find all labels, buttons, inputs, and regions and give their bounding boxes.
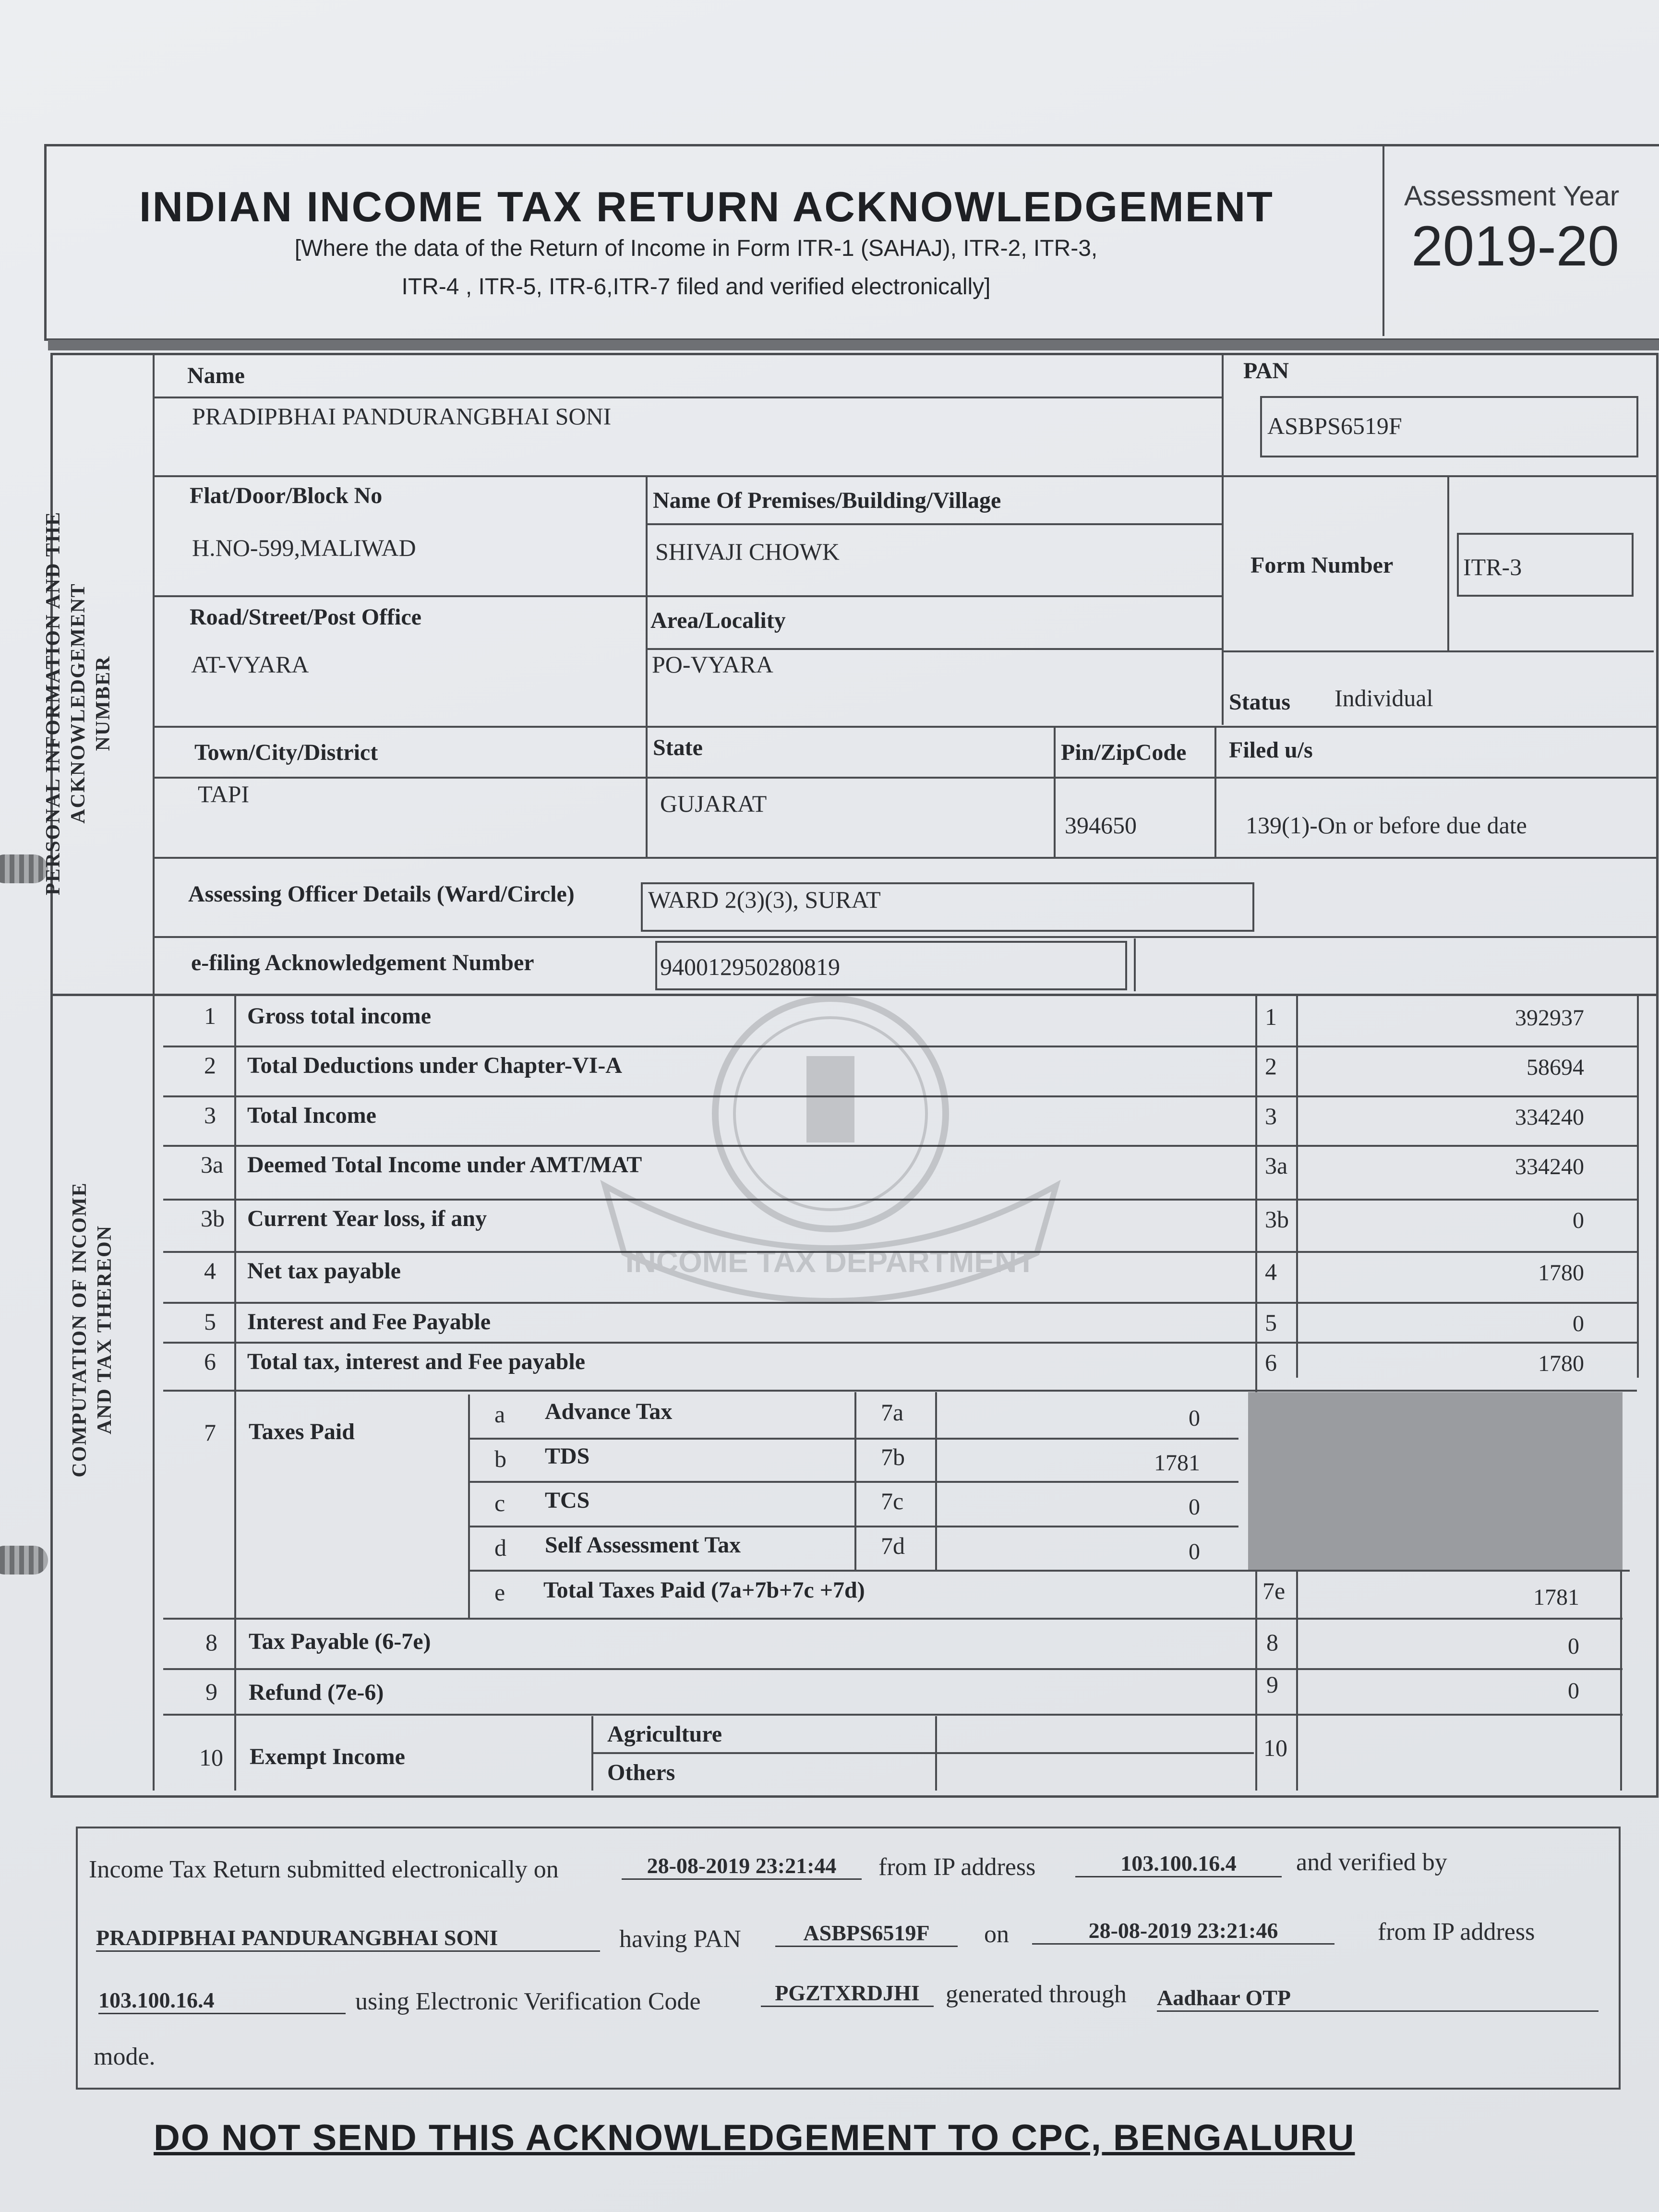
footer-text: mode.: [94, 2043, 156, 2070]
row-no: 9: [205, 1678, 217, 1705]
submit-ip: 103.100.16.4: [1075, 1851, 1282, 1877]
row-value: 392937: [1515, 1005, 1584, 1031]
flat-label: Flat/Door/Block No: [190, 483, 383, 508]
row-code: 4: [1265, 1258, 1277, 1285]
tax-item-label: TDS: [545, 1443, 590, 1469]
row-code: 5: [1265, 1309, 1277, 1336]
row10-agriculture: Agriculture: [607, 1721, 722, 1747]
filed-label: Filed u/s: [1229, 737, 1313, 763]
footer-text: from IP address: [1378, 1918, 1535, 1946]
area-label: Area/Locality: [650, 608, 786, 633]
verified-datetime: 28-08-2019 23:21:46: [1032, 1918, 1334, 1945]
pin-value: 394650: [1065, 812, 1137, 839]
row-value: 1780: [1538, 1351, 1584, 1376]
tax-item-letter: b: [494, 1445, 506, 1472]
row-no: 10: [199, 1744, 223, 1771]
tax-item-code: 7c: [881, 1488, 904, 1515]
row8-code: 8: [1266, 1629, 1278, 1656]
tax-item-value: 0: [1189, 1494, 1200, 1520]
ack-number: 940012950280819: [660, 953, 840, 980]
row9-value: 0: [1568, 1678, 1579, 1704]
footer-text: from IP address: [878, 1853, 1036, 1881]
pan-value: ASBPS6519F: [1267, 412, 1402, 439]
town-label: Town/City/District: [194, 740, 378, 765]
total-taxes-label: Total Taxes Paid (7a+7b+7c +7d): [543, 1577, 865, 1603]
tax-item-value: 1781: [1154, 1450, 1200, 1476]
town-value: TAPI: [198, 781, 250, 807]
taxes-paid-label: Taxes Paid: [249, 1419, 355, 1444]
taxpayer-name: PRADIPBHAI PANDURANGBHAI SONI: [192, 403, 612, 430]
total-taxes-value: 1781: [1533, 1585, 1579, 1610]
form-number-label: Form Number: [1250, 553, 1394, 578]
row-no: 3b: [201, 1205, 225, 1232]
row-no: 8: [205, 1629, 217, 1656]
row-no: 1: [204, 1002, 216, 1029]
ao-value: WARD 2(3)(3), SURAT: [648, 886, 881, 913]
row-value: 58694: [1527, 1055, 1584, 1080]
row-value: 334240: [1515, 1105, 1584, 1130]
redacted-area: [1248, 1392, 1623, 1570]
tax-item-code: 7a: [881, 1399, 904, 1426]
row-no: 5: [204, 1308, 216, 1335]
row-value: 0: [1573, 1311, 1584, 1336]
row-no: 3a: [201, 1151, 224, 1178]
tax-item-letter: a: [494, 1401, 505, 1428]
road-value: AT-VYARA: [191, 651, 309, 678]
tax-item-value: 0: [1189, 1406, 1200, 1431]
footer-text: generated through: [946, 1981, 1127, 2008]
row10-code: 10: [1263, 1734, 1287, 1761]
row9-code: 9: [1266, 1671, 1278, 1698]
pan-label: PAN: [1243, 358, 1289, 384]
tax-item-value: 0: [1189, 1539, 1200, 1564]
footer-text: having PAN: [619, 1925, 741, 1953]
tax-item-letter: c: [494, 1490, 505, 1516]
row-code: 6: [1265, 1349, 1277, 1376]
pin-label: Pin/ZipCode: [1061, 740, 1187, 765]
row-label: Total Income: [247, 1103, 376, 1128]
footer-text: Income Tax Return submitted electronically on: [89, 1856, 559, 1883]
tax-item-label: Advance Tax: [545, 1399, 673, 1424]
row-label: Net tax payable: [247, 1258, 401, 1284]
row-code: 3b: [1265, 1206, 1289, 1233]
row8-label: Tax Payable (6-7e): [249, 1629, 431, 1654]
row-label: Deemed Total Income under AMT/MAT: [247, 1152, 642, 1178]
assessment-year: 2019-20: [1411, 215, 1620, 278]
verify-ip: 103.100.16.4: [98, 1987, 346, 2014]
total-code: 7e: [1262, 1577, 1286, 1604]
seal-text: INCOME TAX DEPARTMENT: [625, 1244, 1036, 1279]
row-code: 2: [1265, 1053, 1277, 1080]
row-label: Total tax, interest and Fee payable: [247, 1349, 585, 1374]
row-code: 3a: [1265, 1152, 1288, 1179]
assessment-year-label: Assessment Year: [1404, 180, 1620, 212]
binder-ring: [0, 1546, 48, 1575]
row-no: 6: [204, 1348, 216, 1375]
subtitle-line-2: ITR-4 , ITR-5, ITR-6,ITR-7 filed and verified electronically]: [401, 274, 991, 300]
premises-label: Name Of Premises/Building/Village: [653, 488, 1001, 513]
status-value: Individual: [1334, 685, 1433, 711]
row10-label: Exempt Income: [250, 1744, 405, 1769]
side-label-personal: PERSONAL INFORMATION AND THE ACKNOWLEDGEMENT NUMBER: [42, 511, 114, 896]
row-no: 7: [204, 1419, 216, 1446]
row10-others: Others: [607, 1760, 675, 1785]
tax-item-letter: d: [494, 1534, 506, 1561]
footer-text: on: [984, 1921, 1009, 1948]
name-label: Name: [187, 363, 245, 388]
ao-label: Assessing Officer Details (Ward/Circle): [188, 881, 575, 907]
verification-method: Aadhaar OTP: [1157, 1985, 1599, 2012]
side-label-computation: COMPUTATION OF INCOME AND TAX THEREON: [69, 1182, 116, 1478]
row-label: Interest and Fee Payable: [247, 1309, 491, 1334]
flat-value: H.NO-599,MALIWAD: [192, 534, 416, 561]
row-no: 4: [204, 1257, 216, 1284]
verifier-pan: ASBPS6519F: [775, 1920, 958, 1947]
ack-label: e-filing Acknowledgement Number: [191, 950, 534, 975]
row-no: 2: [204, 1052, 216, 1079]
tax-item-code: 7d: [881, 1532, 905, 1559]
status-label: Status: [1229, 689, 1291, 715]
tax-item-code: 7b: [881, 1443, 905, 1470]
page-title: INDIAN INCOME TAX RETURN ACKNOWLEDGEMENT: [139, 183, 1274, 230]
row-code: 1: [1265, 1003, 1277, 1030]
row9-label: Refund (7e-6): [249, 1680, 384, 1705]
evc-code: PGZTXRDJHI: [761, 1980, 934, 2007]
subtitle-line-1: [Where the data of the Return of Income in Form ITR-1 (SAHAJ), ITR-2, ITR-3,: [294, 236, 1098, 261]
total-letter: e: [494, 1579, 505, 1606]
row-label: Total Deductions under Chapter-VI-A: [247, 1053, 622, 1078]
row-value: 0: [1573, 1208, 1584, 1233]
tax-item-label: TCS: [545, 1488, 590, 1513]
row-no: 3: [204, 1102, 216, 1129]
form-number: ITR-3: [1463, 553, 1522, 580]
row-label: Gross total income: [247, 1003, 432, 1029]
footer-text: and verified by: [1296, 1849, 1447, 1876]
premises-value: SHIVAJI CHOWK: [655, 538, 840, 565]
row-value: 334240: [1515, 1154, 1584, 1179]
row-label: Current Year loss, if any: [247, 1206, 487, 1231]
area-value: PO-VYARA: [652, 651, 773, 678]
state-value: GUJARAT: [660, 790, 767, 817]
row8-value: 0: [1568, 1634, 1579, 1659]
verifier-name: PRADIPBHAI PANDURANGBHAI SONI: [96, 1925, 600, 1952]
income-tax-seal: [566, 984, 1094, 1330]
bottom-note: DO NOT SEND THIS ACKNOWLEDGEMENT TO CPC, BENGALURU: [154, 2117, 1355, 2158]
state-label: State: [653, 735, 703, 760]
row-code: 3: [1265, 1103, 1277, 1130]
footer-text: using Electronic Verification Code: [355, 1988, 701, 2015]
submitted-datetime: 28-08-2019 23:21:44: [622, 1853, 862, 1880]
road-label: Road/Street/Post Office: [190, 604, 421, 630]
row-value: 1780: [1538, 1260, 1584, 1286]
tax-item-label: Self Assessment Tax: [545, 1532, 741, 1558]
filed-value: 139(1)-On or before due date: [1246, 812, 1527, 839]
